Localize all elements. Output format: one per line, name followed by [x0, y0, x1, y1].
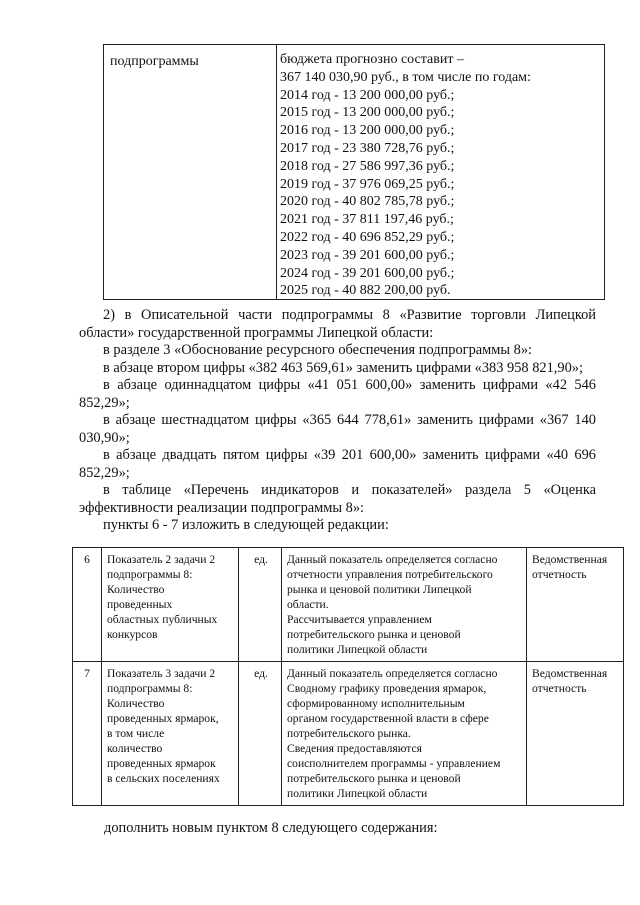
cell-line: отчетность: [532, 682, 587, 695]
cell-line: органом государственной власти в сфере: [287, 712, 489, 725]
paragraph: в таблице «Перечень индикаторов и показателей» раздела 5 «Оценка эффективности реализации подпрограммы 8»:: [79, 482, 596, 516]
data-source: [527, 548, 624, 662]
table-row: [73, 548, 624, 662]
cell-line: политики Липецкой области: [287, 643, 428, 656]
paragraph: в абзаце втором цифры «382 463 569,61» заменить цифрами «383 958 821,90»;: [103, 359, 583, 376]
unit: ед.: [239, 662, 282, 806]
cell-line: Данный показатель определяется согласно: [287, 667, 498, 680]
indicator-description: [282, 662, 527, 806]
funding-line: 2023 год - 39 201 600,00 руб.;: [280, 247, 455, 263]
closing-paragraph: дополнить новым пунктом 8 следующего содержания:: [104, 820, 438, 836]
funding-line: бюджета прогнозно составит –: [280, 52, 464, 67]
cell-line: Показатель 2 задачи 2: [107, 553, 216, 566]
cell-line: области.: [287, 598, 329, 611]
cell-line: в сельских поселениях: [107, 772, 220, 785]
resource-table: [103, 44, 605, 300]
cell-line: количество: [107, 742, 163, 755]
cell-line: потребительского рынка.: [287, 727, 411, 740]
funding-line: 2020 год - 40 802 785,78 руб.;: [280, 194, 455, 210]
paragraph: в разделе 3 «Обоснование ресурсного обеспечения подпрограммы 8»:: [103, 342, 533, 358]
paragraph: 2) в Описательной части подпрограммы 8 «Развитие торговли Липецкой области» государственной программы Липецкой области:: [79, 307, 596, 341]
document-body: [79, 307, 596, 535]
cell-line: политики Липецкой области: [287, 787, 428, 800]
paragraph: в абзаце одиннадцатом цифры «41 051 600,00» заменить цифрами «42 546 852,29»;: [79, 377, 596, 411]
funding-by-year: [280, 51, 600, 300]
paragraph: в абзаце шестнадцатом цифры «365 644 778,61» заменить цифрами «367 140 030,90»;: [79, 412, 596, 446]
funding-line: 2024 год - 39 201 600,00 руб.;: [280, 265, 455, 281]
paragraph: в абзаце двадцать пятом цифры «39 201 600,00» заменить цифрами «40 696 852,29»;: [79, 447, 596, 481]
cell-line: рынка и ценовой политики Липецкой: [287, 583, 472, 596]
funding-line: 2022 год - 40 696 852,29 руб.;: [280, 229, 455, 245]
row-number: 6: [73, 548, 102, 662]
funding-line: 2025 год - 40 882 200,00 руб.: [280, 283, 451, 299]
cell-line: потребительского рынка и ценовой: [287, 628, 461, 641]
cell-line: Ведомственная: [532, 667, 608, 680]
cell-line: отчетность: [532, 568, 587, 581]
indicator-description: [282, 548, 527, 662]
funding-line: 367 140 030,90 руб., в том числе по годам:: [280, 69, 531, 85]
funding-line: 2017 год - 23 380 728,76 руб.;: [280, 140, 455, 156]
paragraph: пункты 6 - 7 изложить в следующей редакции:: [103, 517, 389, 533]
cell-line: конкурсов: [107, 628, 158, 641]
cell-line: Ведомственная: [532, 553, 608, 566]
cell-line: Сводному графику проведения ярмарок,: [287, 682, 487, 695]
cell-line: Количество: [107, 583, 165, 596]
indicator-name: [102, 548, 239, 662]
funding-line: 2019 год - 37 976 069,25 руб.;: [280, 176, 455, 192]
cell-line: Сведения предоставляются: [287, 742, 422, 755]
row-number: 7: [73, 662, 102, 806]
table-row: [73, 662, 624, 806]
cell-line: в том числе: [107, 727, 165, 740]
cell-line: Рассчитывается управлением: [287, 613, 432, 626]
column-divider: [276, 45, 277, 299]
funding-line: 2015 год - 13 200 000,00 руб.;: [280, 105, 455, 121]
cell-line: Количество: [107, 697, 165, 710]
cell-line: проведенных: [107, 598, 173, 611]
cell-line: областных публичных: [107, 613, 218, 626]
indicator-name: [102, 662, 239, 806]
funding-line: 2014 год - 13 200 000,00 руб.;: [280, 87, 455, 103]
cell-line: сформированному исполнительным: [287, 697, 465, 710]
cell-line: отчетности управления потребительского: [287, 568, 493, 581]
cell-line: проведенных ярмарок,: [107, 712, 219, 725]
cell-line: подпрограммы 8:: [107, 568, 193, 581]
cell-line: подпрограммы 8:: [107, 682, 193, 695]
cell-line: потребительского рынка и ценовой: [287, 772, 461, 785]
cell-line: Данный показатель определяется согласно: [287, 553, 498, 566]
row-label: подпрограммы: [110, 54, 199, 69]
cell-line: соисполнителем программы - управлением: [287, 757, 501, 770]
cell-line: Показатель 3 задачи 2: [107, 667, 216, 680]
funding-line: 2018 год - 27 586 997,36 руб.;: [280, 158, 455, 174]
funding-line: 2016 год - 13 200 000,00 руб.;: [280, 123, 455, 139]
funding-line: 2021 год - 37 811 197,46 руб.;: [280, 212, 454, 228]
unit: ед.: [239, 548, 282, 662]
indicator-table: [72, 547, 624, 806]
data-source: [527, 662, 624, 806]
cell-line: проведенных ярмарок: [107, 757, 216, 770]
